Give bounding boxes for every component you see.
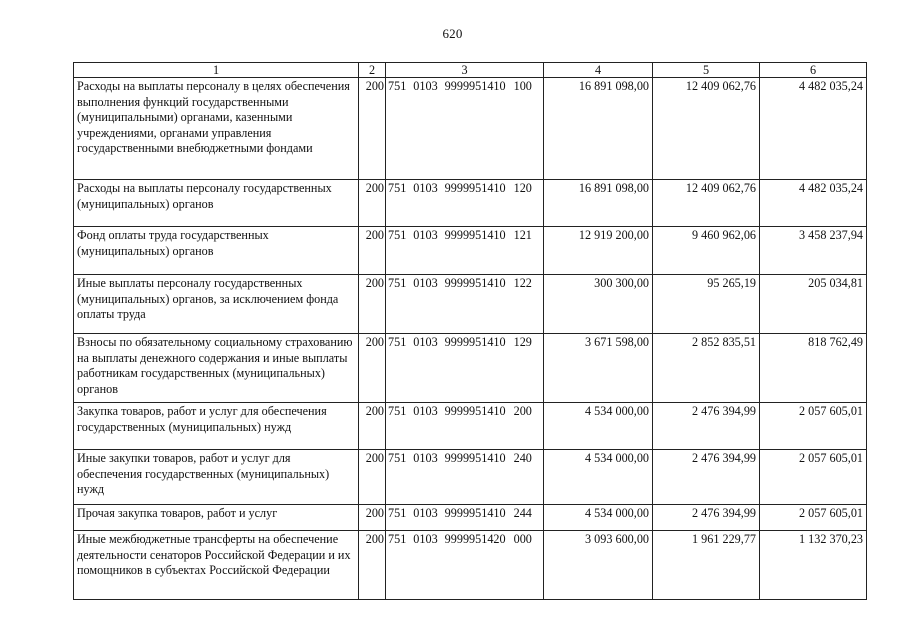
- section-code: 0103: [413, 79, 438, 93]
- amount-col6: 4 482 035,24: [760, 78, 867, 180]
- section-code: 0103: [413, 451, 438, 465]
- amount-col4: 12 919 200,00: [544, 227, 653, 275]
- ved-code: 751: [388, 276, 407, 290]
- classification-code: [386, 505, 544, 531]
- column-header-3: 3: [386, 63, 544, 78]
- amount-col5: 2 852 835,51: [653, 334, 760, 403]
- grbs-code: 200: [359, 334, 386, 403]
- expense-name: Закупка товаров, работ и услуг для обеспечения государственных (муниципальных) нужд: [74, 403, 359, 450]
- expense-name: Расходы на выплаты персоналу государственных (муниципальных) органов: [74, 180, 359, 227]
- grbs-code: 200: [359, 403, 386, 450]
- classification-code: [386, 78, 544, 180]
- amount-col6: 3 458 237,94: [760, 227, 867, 275]
- grbs-code: 200: [359, 275, 386, 334]
- expense-name: Иные закупки товаров, работ и услуг для обеспечения государственных (муниципальных) нужд: [74, 450, 359, 505]
- amount-col4: 16 891 098,00: [544, 78, 653, 180]
- section-code: 0103: [413, 228, 438, 242]
- classification-code: [386, 334, 544, 403]
- expense-name: Взносы по обязательному социальному страхованию на выплаты денежного содержания и иные выплаты работникам государственных (муниципальных) органов: [74, 334, 359, 403]
- target-article-code: 9999951420: [444, 532, 506, 546]
- amount-col5: 12 409 062,76: [653, 180, 760, 227]
- section-code: 0103: [413, 276, 438, 290]
- table-row: [74, 227, 867, 275]
- expense-name: Расходы на выплаты персоналу в целях обеспечения выполнения функций государственными (муниципальными) органами, казенными учреждениями, органами управления государственными внебюджетными фондами: [74, 78, 359, 180]
- classification-code: [386, 227, 544, 275]
- amount-col5: 2 476 394,99: [653, 403, 760, 450]
- table-row: [74, 78, 867, 180]
- expense-type-code: 122: [513, 276, 532, 290]
- table-row: [74, 334, 867, 403]
- column-header-4: 4: [544, 63, 653, 78]
- amount-col4: 4 534 000,00: [544, 403, 653, 450]
- target-article-code: 9999951410: [444, 276, 506, 290]
- ved-code: 751: [388, 532, 407, 546]
- expense-name: Фонд оплаты труда государственных (муниципальных) органов: [74, 227, 359, 275]
- ved-code: 751: [388, 181, 407, 195]
- amount-col4: 16 891 098,00: [544, 180, 653, 227]
- classification-code: [386, 450, 544, 505]
- grbs-code: 200: [359, 531, 386, 600]
- amount-col5: 12 409 062,76: [653, 78, 760, 180]
- expense-type-code: 000: [513, 532, 532, 546]
- ved-code: 751: [388, 335, 407, 349]
- grbs-code: 200: [359, 78, 386, 180]
- page-number: 620: [442, 26, 463, 41]
- column-header-1: 1: [74, 63, 359, 78]
- grbs-code: 200: [359, 227, 386, 275]
- table-row: [74, 403, 867, 450]
- target-article-code: 9999951410: [444, 335, 506, 349]
- amount-col4: 300 300,00: [544, 275, 653, 334]
- budget-table: [73, 62, 867, 600]
- table-row: [74, 450, 867, 505]
- section-code: 0103: [413, 335, 438, 349]
- amount-col6: 818 762,49: [760, 334, 867, 403]
- classification-code: [386, 531, 544, 600]
- classification-code: [386, 180, 544, 227]
- target-article-code: 9999951410: [444, 181, 506, 195]
- ved-code: 751: [388, 404, 407, 418]
- amount-col6: 2 057 605,01: [760, 505, 867, 531]
- target-article-code: 9999951410: [444, 404, 506, 418]
- expense-type-code: 121: [513, 228, 532, 242]
- amount-col4: 4 534 000,00: [544, 450, 653, 505]
- expense-type-code: 244: [513, 506, 532, 520]
- classification-code: [386, 275, 544, 334]
- amount-col4: 4 534 000,00: [544, 505, 653, 531]
- grbs-code: 200: [359, 450, 386, 505]
- amount-col6: 205 034,81: [760, 275, 867, 334]
- target-article-code: 9999951410: [444, 79, 506, 93]
- amount-col6: 2 057 605,01: [760, 403, 867, 450]
- amount-col6: 4 482 035,24: [760, 180, 867, 227]
- amount-col6: 1 132 370,23: [760, 531, 867, 600]
- amount-col5: 95 265,19: [653, 275, 760, 334]
- table-row: [74, 531, 867, 600]
- expense-type-code: 129: [513, 335, 532, 349]
- amount-col5: 2 476 394,99: [653, 450, 760, 505]
- target-article-code: 9999951410: [444, 506, 506, 520]
- ved-code: 751: [388, 451, 407, 465]
- target-article-code: 9999951410: [444, 228, 506, 242]
- amount-col6: 2 057 605,01: [760, 450, 867, 505]
- section-code: 0103: [413, 181, 438, 195]
- table-row: [74, 180, 867, 227]
- expense-type-code: 100: [513, 79, 532, 93]
- table-row: [74, 505, 867, 531]
- amount-col5: 1 961 229,77: [653, 531, 760, 600]
- section-code: 0103: [413, 506, 438, 520]
- classification-code: [386, 403, 544, 450]
- expense-type-code: 200: [513, 404, 532, 418]
- expense-name: Прочая закупка товаров, работ и услуг: [74, 505, 359, 531]
- grbs-code: 200: [359, 505, 386, 531]
- expense-type-code: 240: [513, 451, 532, 465]
- column-header-2: 2: [359, 63, 386, 78]
- section-code: 0103: [413, 404, 438, 418]
- expense-type-code: 120: [513, 181, 532, 195]
- section-code: 0103: [413, 532, 438, 546]
- column-header-6: 6: [760, 63, 867, 78]
- table-header-row: [74, 63, 867, 78]
- expense-name: Иные межбюджетные трансферты на обеспечение деятельности сенаторов Российской Федерации и их помощников в субъектах Российской Федерации: [74, 531, 359, 600]
- target-article-code: 9999951410: [444, 451, 506, 465]
- column-header-5: 5: [653, 63, 760, 78]
- table-row: [74, 275, 867, 334]
- amount-col5: 2 476 394,99: [653, 505, 760, 531]
- amount-col4: 3 671 598,00: [544, 334, 653, 403]
- ved-code: 751: [388, 228, 407, 242]
- amount-col5: 9 460 962,06: [653, 227, 760, 275]
- grbs-code: 200: [359, 180, 386, 227]
- ved-code: 751: [388, 79, 407, 93]
- ved-code: 751: [388, 506, 407, 520]
- expense-name: Иные выплаты персоналу государственных (муниципальных) органов, за исключением фонда оплаты труда: [74, 275, 359, 334]
- amount-col4: 3 093 600,00: [544, 531, 653, 600]
